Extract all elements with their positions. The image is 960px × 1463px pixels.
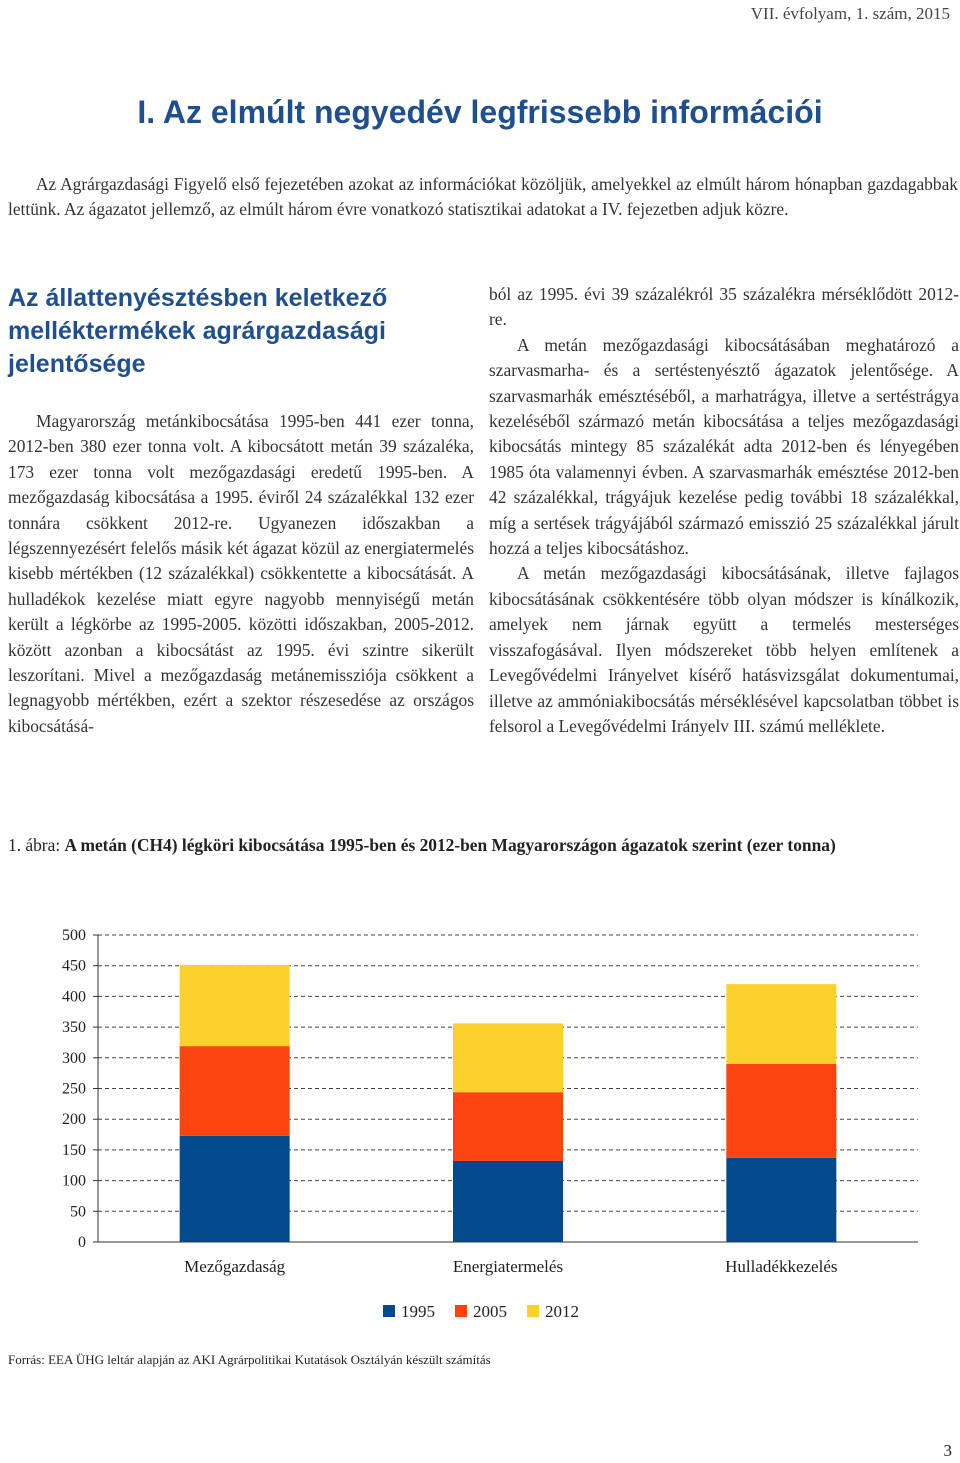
article-title: Az állattenyésztésben keletkező melléktermékek agrárgazdasági jelentősége (8, 284, 388, 378)
bar-segment (726, 984, 836, 1064)
bar-segment (180, 965, 290, 1046)
y-tick-label: 250 (62, 1080, 86, 1098)
figure-source: Forrás: EEA ÜHG leltár alapján az AKI Agrárpolitikai Kutatások Osztályán készült számítás (8, 1352, 491, 1367)
methane-emission-chart (0, 905, 960, 1345)
y-tick-label: 100 (62, 1172, 86, 1190)
y-tick-label: 400 (62, 988, 86, 1006)
issue-info: VII. évfolyam, 1. szám, 2015 (750, 4, 950, 23)
article-paragraph: A metán mezőgazdasági kibocsátásának, illetve fajlagos kibocsátásának csökkentésére több olyan módszer is kínálkozik, amelyek nem járnak együtt a termelés mesterséges visszafogásával. Ilyen módszereket több helyen említenek a Levegővédelmi Irányelvet kísérő hatásvizsgálat dokumentumai, illetve az ammóniakibocsátás mérséklésével kapcsolatban többet is felsorol a Levegővédelmi Irányelv III. számú melléklete. (489, 563, 959, 736)
y-tick-label: 350 (62, 1019, 86, 1037)
article-paragraph: Magyarország metánkibocsátása 1995-ben 441 ezer tonna, 2012-ben 380 ezer tonna volt. A kibocsátott metán 39 százaléka, 173 ezer tonna volt mezőgazdasági eredetű 1995-ben. A mezőgazdaság kibocsátása a 1995. éviről 24 százalékkal 132 ezer tonnára csökkent 2012-re. Ugyanezen időszakban a légszennyezésért felelős másik két ágazat közül az energiatermelés kisebb mértékben (12 százalékkal) csökkentette a kibocsátását. A hulladékok kezelése miatt egyre nagyobb mennyiségű metán került a légkörbe az 1995-2005. közötti időszakban, 2005-2012. között azonban a kibocsátást az 1995. évi szintre sikerült leszorítani. Mivel a mezőgazdaság metánemissziója csökkent a legnagyobb mértékben, ezért a szektor részesedése az országos kibocsátásá- (8, 411, 474, 736)
intro-text (8, 172, 958, 222)
section-title: I. Az elmúlt negyedév legfrissebb információi (137, 94, 823, 130)
legend-label: 1995 (401, 1302, 435, 1321)
bar-segment (726, 1064, 836, 1158)
left-column (8, 282, 474, 739)
article-paragraph: ból az 1995. évi 39 százalékról 35 százalékra mérséklődött 2012-re. (489, 284, 959, 330)
figure-title: A metán (CH4) légköri kibocsátása 1995-ben és 2012-ben Magyarországon ágazatok szerint (ezer tonna) (64, 835, 836, 855)
y-tick-label: 150 (62, 1141, 86, 1159)
y-tick-label: 300 (62, 1049, 86, 1067)
page-number: 3 (943, 1441, 952, 1460)
y-tick-label: 500 (62, 927, 86, 944)
x-tick-label: Hulladékkezelés (725, 1257, 838, 1276)
article-body-left (8, 409, 474, 739)
legend-label: 2005 (473, 1302, 507, 1321)
intro-paragraph: Az Agrárgazdasági Figyelő első fejezetében azokat az információkat közöljük, amelyekkel az elmúlt három hónapban gazdagabbak lettünk. Az ágazatot jellemző, az elmúlt három évre vonatkozó statisztikai adatokat a IV. fejezetben adjuk közre. (8, 174, 958, 219)
bar-segment (180, 1046, 290, 1136)
y-tick-label: 0 (78, 1234, 86, 1251)
bar-segment (453, 1023, 563, 1092)
figure-caption (8, 833, 938, 858)
legend-swatch (455, 1305, 467, 1317)
x-tick-label: Energiatermelés (452, 1257, 564, 1276)
figure-label: 1. ábra: (8, 835, 61, 855)
bar-segment (453, 1092, 563, 1161)
bar-segment (453, 1161, 563, 1242)
y-tick-label: 50 (70, 1203, 86, 1221)
y-tick-label: 450 (62, 957, 86, 975)
legend-swatch (527, 1305, 539, 1317)
legend-swatch (383, 1305, 395, 1317)
x-tick-label: Mezőgazdaság (184, 1257, 286, 1276)
bar-segment (726, 1158, 836, 1242)
right-column (489, 282, 959, 739)
legend-label: 2012 (545, 1302, 579, 1321)
bar-segment (180, 1136, 290, 1242)
article-paragraph: A metán mezőgazdasági kibocsátásában meghatározó a szarvasmarha- és a sertéstenyésztő ágazatok jelentősége. A szarvasmarhák emésztéséből, a marhatrágya, illetve a sertéstrágya kezeléséből származó metán kibocsátása a teljes mezőgazdasági kibocsátás mintegy 85 százalékát adta 2012-ben és lényegében 1985 óta valamennyi évben. A szarvasmarhák emésztése 2012-ben 42 százalékkal, trágyájuk kezelése pedig további 18 százalékkal, míg a sertések trágyájából származó emisszió 25 százalékkal járult hozzá a teljes kibocsátáshoz. (489, 334, 959, 559)
y-tick-label: 200 (62, 1111, 86, 1129)
